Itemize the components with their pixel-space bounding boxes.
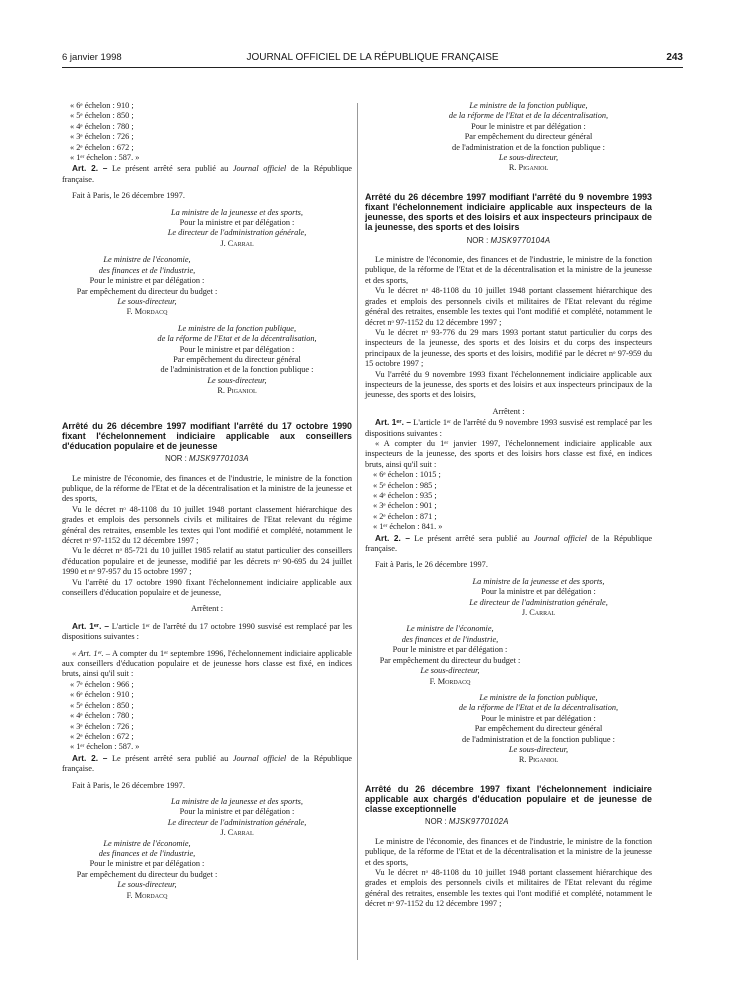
echelon-item: « 5ᵉ échelon : 850 ;	[70, 111, 134, 121]
echelon-item: « 4ᵉ échelon : 935 ;	[373, 491, 437, 500]
fait-a-paris: Fait à Paris, le 26 décembre 1997.	[375, 560, 488, 570]
preamble-paragraph: Vu le décret nᵒ 85-721 du 10 juillet 1985 relatif au statut particulier des conseillers d'éducation populaire et de jeunesse, modifié par les décrets nᵒ 90-695 du 24 juillet 1990 et nᵒ 97-957 du 15 octobre 1997 ;	[62, 546, 352, 577]
preamble-paragraph: Le ministre de l'économie, des finances et de l'industrie, le ministre de la fonction publique, de la réforme de l'Etat et de la décentralisation et la ministre de la jeunesse et des sports,	[365, 255, 652, 285]
header-date: 6 janvier 1998	[62, 52, 122, 63]
echelon-item: « 7ᵉ échelon : 966 ;	[70, 679, 134, 689]
fait-a-paris: Fait à Paris, le 26 décembre 1997.	[72, 191, 185, 201]
echelon-item: « 6ᵉ échelon : 910 ;	[70, 101, 134, 110]
echelon-item: « 1ᵉʳ échelon : 587. »	[70, 742, 140, 752]
signature-block-jeunesse: La ministre de la jeunesse et des sports, Pour la ministre et par délégation : Le directeur de l'administration générale, J. Carral	[167, 796, 307, 838]
nor-reference: NOR : MJSK9770104A	[466, 235, 551, 245]
echelon-list	[62, 101, 352, 163]
preamble-paragraph: Vu l'arrêté du 17 octobre 1990 fixant l'échelonnement indiciaire applicable aux conseillers d'éducation populaire et de jeunesse,	[62, 577, 352, 598]
article-1: Art. 1ᵉʳ. – L'article 1ᵉʳ de l'arrêté du 17 octobre 1990 susvisé est remplacé par les dispositions suivantes :	[62, 620, 352, 642]
article-2: Art. 2. – Le présent arrêté sera publié au Journal officiel de la République française.	[62, 752, 352, 774]
arrete-title: Arrêté du 26 décembre 1997 modifiant l'arrêté du 9 novembre 1993 fixant l'échelonnement indiciaire applicable aux inspecteurs de la jeunesse, des sports et des loisirs et aux inspecteurs principaux de la jeunesse, des sports et des loisirs	[365, 191, 652, 233]
signature-block-economie: Le ministre de l'économie, des finances et de l'industrie, Pour le ministre et par délégation : Par empêchement du directeur du budget : Le sous-directeur, F. Mordacq	[76, 255, 218, 317]
journal-title: JOURNAL OFFICIEL DE LA RÉPUBLIQUE FRANÇAISE	[246, 52, 499, 63]
article-2: Art. 2. – Le présent arrêté sera publié au Journal officiel de la République française.	[365, 532, 653, 554]
preamble-paragraph: Le ministre de l'économie, des finances et de l'industrie, le ministre de la fonction publique, de la réforme de l'Etat et de la décentralisation et la ministre de la jeunesse et des sports,	[62, 473, 352, 504]
signature-block-jeunesse: La ministre de la jeunesse et des sports, Pour la ministre et par délégation : Le directeur de l'administration générale, J. Carral	[167, 207, 307, 248]
echelon-item: « 6ᵉ échelon : 1015 ;	[373, 470, 441, 480]
preamble-paragraph: Le ministre de l'économie, des finances et de l'industrie, le ministre de la fonction publique, de la réforme de l'Etat et de la décentralisation et la ministre de la jeunesse et des sports,	[365, 836, 652, 867]
right-column	[365, 101, 652, 910]
signature-block-economie: Le ministre de l'économie, des finances et de l'industrie, Pour le ministre et par délégation : Par empêchement du directeur du budget : Le sous-directeur, F. Mordacq	[76, 838, 218, 900]
echelon-list	[62, 680, 352, 753]
echelon-item: « 2ᵉ échelon : 672 ;	[70, 142, 134, 152]
article-1-quote: « Art. 1ᵉʳ. – A compter du 1ᵉʳ septembre 1996, l'échelonnement indiciaire applicable aux conseillers d'éducation populaire et de jeunesse hors classe est fixé, en indices bruts, ainsi qu'il suit :	[62, 648, 352, 679]
echelon-list	[365, 470, 652, 532]
echelon-item: « 4ᵉ échelon : 780 ;	[70, 711, 134, 721]
fait-a-paris: Fait à Paris, le 26 décembre 1997.	[72, 780, 185, 790]
echelon-item: « 6ᵉ échelon : 910 ;	[70, 690, 134, 700]
preamble-paragraph: Vu le décret nᵒ 48-1108 du 10 juillet 1948 portant classement hiérarchique des grades et emplois des personnels civils et militaires de l'Etat relevant du régime général des retraites, ensemble les textes qui l'ont modifié et complété, notamment le décret nᵒ 97-1152 du 12 décembre 1997 ;	[62, 504, 352, 546]
preamble-paragraph: Vu le décret nᵒ 48-1108 du 10 juillet 1948 portant classement hiérarchique des grades et emplois des personnels civils et militaires de l'Etat relevant du régime général des retraites, ensemble les textes qui l'ont modifié et complété, notamment le décret nᵒ 97-1152 du 12 décembre 1997 ;	[365, 286, 652, 327]
page-header	[62, 52, 683, 66]
echelon-item: « 4ᵉ échelon : 780 ;	[70, 121, 134, 131]
arretent: Arrêtent :	[190, 604, 224, 614]
page-number: 243	[666, 52, 683, 63]
echelon-item: « 2ᵉ échelon : 672 ;	[70, 731, 134, 741]
echelon-item: « 5ᵉ échelon : 850 ;	[70, 700, 134, 710]
arrete-title: Arrêté du 26 décembre 1997 modifiant l'arrêté du 17 octobre 1990 fixant l'échelonnement indiciaire applicable aux conseillers d'éducation populaire et de jeunesse	[62, 420, 352, 451]
echelon-item: « 1ᵉʳ échelon : 841. »	[373, 522, 443, 532]
echelon-item: « 2ᵉ échelon : 871 ;	[373, 511, 437, 521]
echelon-item: « 3ᵉ échelon : 901 ;	[373, 501, 437, 511]
echelon-item: « 3ᵉ échelon : 726 ;	[70, 721, 134, 731]
echelon-item: « 5ᵉ échelon : 985 ;	[373, 480, 437, 490]
header-rule	[62, 67, 683, 68]
nor-reference: NOR : MJSK9770102A	[425, 817, 509, 827]
nor-reference: NOR : MJSK9770103A	[165, 454, 249, 464]
article-1: Art. 1ᵉʳ. – L'article 1ᵉʳ de l'arrêté du 9 novembre 1993 susvisé est remplacé par les dispositions suivantes :	[365, 417, 652, 438]
signature-block-fonction-publique: Le ministre de la fonction publique, de la réforme de l'Etat et de la décentralisation, Pour le ministre et par délégation : Par empêchement du directeur général de l'administration et de la fonction publique : Le sous-directeur, R. Piganiol	[448, 101, 609, 173]
column-separator	[357, 103, 358, 960]
preamble-paragraph: Vu le décret nᵒ 93-776 du 29 mars 1993 portant statut particulier du corps des inspecteurs de la jeunesse, des sports et des loisirs et du corps des inspecteurs principaux de la jeunesse, des sports et des loisirs, modifié par le décret nᵒ 97-959 du 15 octobre 1997 ;	[365, 327, 652, 369]
preamble-paragraph: Vu le décret nᵒ 48-1108 du 10 juillet 1948 portant classement hiérarchique des grades et emplois des personnels civils et militaires de l'Etat relevant du régime général des retraites, ensemble les textes qui l'ont modifié et complété, notamment le décret nᵒ 97-1152 du 12 décembre 1997 ;	[365, 867, 652, 909]
preamble-paragraph: Vu l'arrêté du 9 novembre 1993 fixant l'échelonnement indiciaire applicable aux inspecteurs de la jeunesse, des sports et des loisirs et aux inspecteurs principaux de la jeunesse, des sports et des loisirs,	[365, 369, 652, 400]
signature-block-jeunesse: La ministre de la jeunesse et des sports, Pour la ministre et par délégation : Le directeur de l'administration générale, J. Carral	[469, 576, 608, 618]
article-2: Art. 2. – Le présent arrêté sera publié au Journal officiel de la République française.	[62, 163, 352, 184]
left-column	[62, 101, 352, 901]
arretent: Arrêtent :	[492, 406, 525, 416]
signature-block-fonction-publique: Le ministre de la fonction publique, de la réforme de l'Etat et de la décentralisation, Pour le ministre et par délégation : Par empêchement du directeur général de l'administration et de la fonction publique : Le sous-directeur, R. Piganiol	[157, 323, 317, 396]
article-1-quote: « A compter du 1ᵉʳ janvier 1997, l'échelonnement indiciaire applicable aux inspecteurs de la jeunesse, des sports et des loisirs hors classe est fixé, en indices bruts, ainsi qu'il suit :	[365, 438, 652, 469]
echelon-item: « 1ᵉʳ échelon : 587. »	[70, 153, 140, 163]
signature-block-fonction-publique: Le ministre de la fonction publique, de la réforme de l'Etat et de la décentralisation, Pour le ministre et par délégation : Par empêchement du directeur général de l'administration et de la fonction publique : Le sous-directeur, R. Piganiol	[458, 692, 619, 765]
signature-block-economie: Le ministre de l'économie, des finances et de l'industrie, Pour le ministre et par délégation : Par empêchement du directeur du budget : Le sous-directeur, F. Mordacq	[379, 624, 521, 686]
echelon-item: « 3ᵉ échelon : 726 ;	[70, 132, 134, 142]
arrete-title: Arrêté du 26 décembre 1997 fixant l'échelonnement indiciaire applicable aux chargés d'éducation populaire et de jeunesse de classe exceptionnelle	[365, 783, 652, 815]
